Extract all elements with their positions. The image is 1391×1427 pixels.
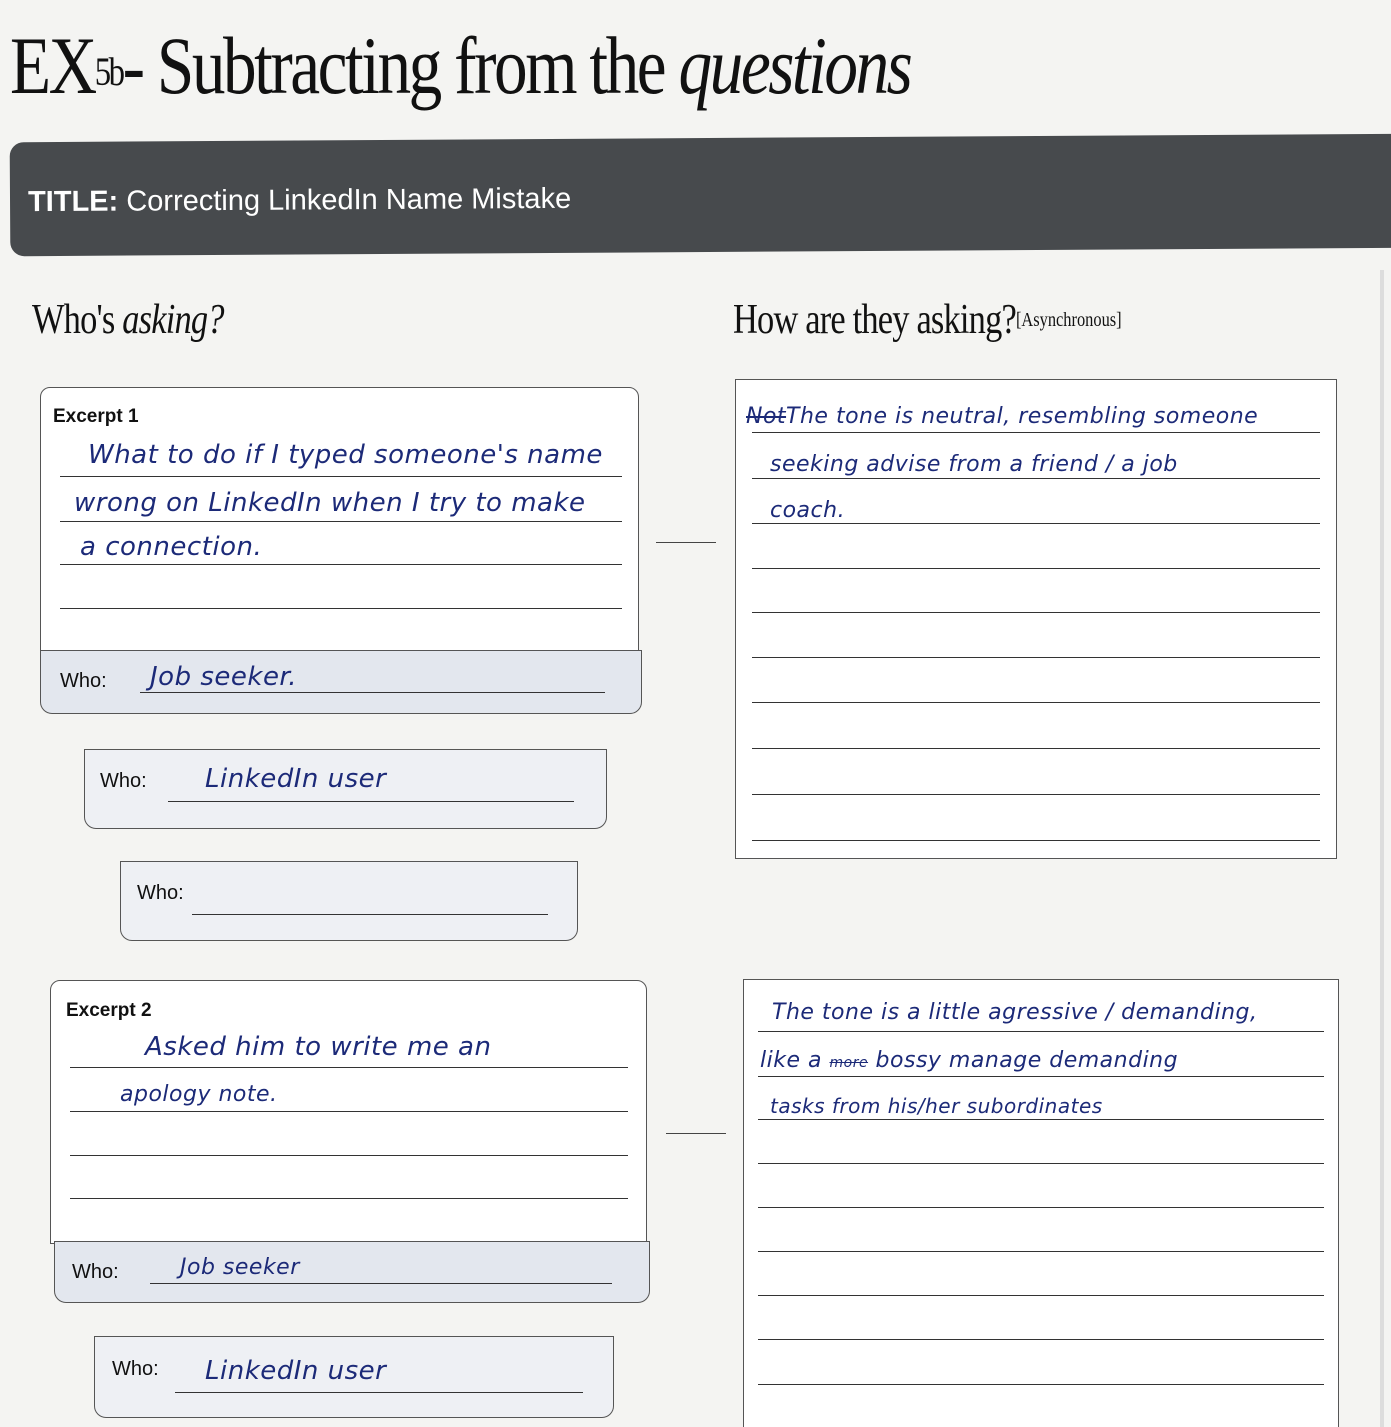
banner-text: TITLE: Correcting LinkedIn Name Mistake	[27, 182, 572, 219]
excerpt-2-text[interactable]: Asked him to write me an	[145, 1032, 492, 1062]
tone-line	[752, 523, 1320, 524]
who-label: Who:	[137, 882, 184, 904]
who-line	[192, 914, 548, 915]
tone-line	[752, 568, 1320, 569]
who-label: Who:	[112, 1358, 159, 1380]
tone-line	[752, 478, 1320, 479]
tone-line	[758, 1207, 1324, 1208]
who-line	[150, 1283, 612, 1284]
tone-answer[interactable]: seeking advise from a friend / a job	[770, 452, 1178, 477]
page-title: $EX^{5b}-$ Subtracting from the questions	[10, 20, 911, 111]
who-answer[interactable]: LinkedIn user	[205, 1356, 387, 1386]
tone-line	[752, 748, 1320, 749]
excerpt-2-line	[70, 1155, 628, 1156]
who-answer[interactable]: Job seeker	[180, 1255, 300, 1280]
excerpt-1-line	[60, 521, 622, 522]
tone-line	[752, 702, 1320, 703]
tone-answer[interactable]: NotThe tone is neutral, resembling someone	[746, 404, 1259, 429]
who-answer[interactable]: Job seeker.	[150, 662, 298, 692]
excerpt-1-label: Excerpt 1	[53, 406, 139, 427]
tone-line	[752, 432, 1320, 433]
excerpt-1-who-3	[120, 861, 578, 941]
excerpt-2-line	[70, 1198, 628, 1199]
excerpt-1-text[interactable]: wrong on LinkedIn when I try to make	[74, 488, 586, 518]
excerpt-2-line	[70, 1067, 628, 1068]
tone-line	[752, 840, 1320, 841]
excerpt-1-tone-box	[735, 379, 1337, 859]
excerpt-2-line	[70, 1111, 628, 1112]
title-banner	[10, 134, 1391, 257]
excerpt-2-who-1	[54, 1241, 650, 1303]
page-edge	[1380, 270, 1384, 1427]
tone-answer[interactable]: tasks from his/her subordinates	[770, 1094, 1103, 1118]
excerpt-1-line	[60, 564, 622, 565]
tone-line	[758, 1251, 1324, 1252]
excerpt-1-who-1	[40, 650, 642, 714]
who-label: Who:	[60, 670, 107, 692]
tone-answer[interactable]: like a more bossy manage demanding	[760, 1048, 1179, 1073]
excerpt-2-label: Excerpt 2	[66, 1000, 152, 1021]
tone-line	[758, 1119, 1324, 1120]
who-line	[140, 692, 605, 693]
excerpt-1-line	[60, 476, 622, 477]
tone-line	[758, 1031, 1324, 1032]
tone-line	[758, 1384, 1324, 1385]
tone-line	[758, 1295, 1324, 1296]
excerpt-1-text[interactable]: a connection.	[80, 532, 263, 562]
tone-answer[interactable]: coach.	[770, 498, 846, 523]
excerpt-1-text[interactable]: What to do if I typed someone's name	[88, 440, 603, 470]
tone-line	[752, 794, 1320, 795]
who-line	[168, 801, 574, 802]
who-label: Who:	[100, 770, 147, 792]
tone-line	[758, 1163, 1324, 1164]
connector-dash	[656, 542, 716, 543]
excerpt-1-line	[60, 608, 622, 609]
tone-answer[interactable]: The tone is a little agressive / demanding,	[772, 1000, 1258, 1025]
excerpt-2-tone-box	[743, 979, 1339, 1427]
connector-dash	[666, 1133, 726, 1134]
excerpt-2-text[interactable]: apology note.	[120, 1082, 278, 1107]
tone-line	[752, 657, 1320, 658]
who-answer[interactable]: LinkedIn user	[205, 764, 387, 794]
who-label: Who:	[72, 1261, 119, 1283]
tone-line	[758, 1076, 1324, 1077]
right-column-heading: How are they asking?[Asynchronous]	[733, 297, 1122, 343]
who-line	[175, 1392, 583, 1393]
tone-line	[752, 612, 1320, 613]
tone-line	[758, 1339, 1324, 1340]
left-column-heading: Who's asking?	[32, 297, 224, 343]
